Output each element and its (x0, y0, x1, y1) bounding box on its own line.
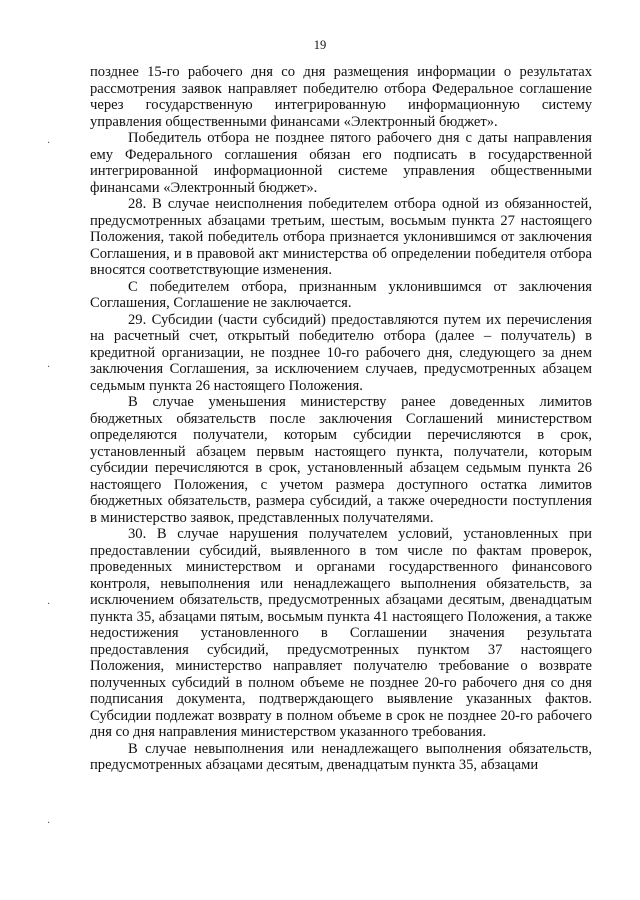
paragraph-signing-deadline: Победитель отбора не позднее пятого рабочего дня с даты направления ему Федерального соглашения обязан его подписать в государственной интегрированной информационной системе управления общественными финансами «Электронный бюджет». (90, 130, 592, 196)
scan-mark: · (47, 138, 51, 149)
document-body (90, 64, 592, 774)
scan-mark: · (47, 818, 51, 829)
paragraph-limits-reduction: В случае уменьшения министерству ранее доведенных лимитов бюджетных обязательств после заключения Соглашений министерством определяются получатели, которым субсидии перечисляются в срок, установленный абзацем первым настоящего пункта, получатели, которым субсидии перечисляются в срок, установленный абзацем седьмым пункта 26 настоящего Положения, с учетом размера доступного остатка лимитов бюджетных обязательств, размера субсидий, а также очередности поступления в министерство заявок, представленных получателями. (90, 394, 592, 526)
paragraph-nonfulfillment: В случае невыполнения или ненадлежащего выполнения обязательств, предусмотренных абзацами десятым, двенадцатым пункта 35, абзацами (90, 740, 592, 773)
paragraph-continuation: позднее 15-го рабочего дня со дня размещения информации о результатах рассмотрения заявок направляет победителю отбора Федеральное соглашение через государственную интегрированную информационную систему управления общественными финансами «Электронный бюджет». (90, 64, 592, 130)
paragraph-item-28: 28. В случае неисполнения победителем отбора одной из обязанностей, предусмотренных абзацами третьим, шестым, восьмым пункта 27 настоящего Положения, такой победитель отбора признается уклонившимся от заключения Соглашения, и в правовой акт министерства об определении победителя отбора вносятся соответствующие изменения. (90, 196, 592, 278)
scan-mark: · (47, 362, 51, 373)
paragraph-item-30: 30. В случае нарушения получателем условий, установленных при предоставлении субсидий, выявленного в том числе по фактам проверок, проведенных министерством и органами государственного финансового контроля, невыполнения или ненадлежащего выполнения обязательств, за исключением обязательств, предусмотренных абзацами десятым, двенадцатым пункта 35, абзацами пятым, восьмым пункта 41 настоящего Положения, а также недостижения установленного в Соглашении значения результата предоставления субсидий, предусмотренных пунктом 37 настоящего Положения, министерство направляет получателю требование о возврате полученных субсидий в полном объеме не позднее 20-го рабочего дня со дня подписания документа, подтверждающего выявление указанных фактов. Субсидии подлежат возврату в полном объеме в срок не позднее 20-го рабочего дня со дня направления министерством указанного требования. (90, 526, 592, 740)
page-number: 19 (313, 38, 327, 52)
paragraph-item-29: 29. Субсидии (части субсидий) предоставляются путем их перечисления на расчетный счет, открытый победителю отбора (далее – получатель) в кредитной организации, не позднее 10-го рабочего дня, следующего за днем заключения Соглашения, за исключением случаев, предусмотренных абзацем седьмым пункта 26 настоящего Положения. (90, 311, 592, 394)
paragraph-no-agreement: С победителем отбора, признанным уклонившимся от заключения Соглашения, Соглашение не заключается. (90, 278, 592, 311)
scan-mark: · (47, 599, 51, 610)
